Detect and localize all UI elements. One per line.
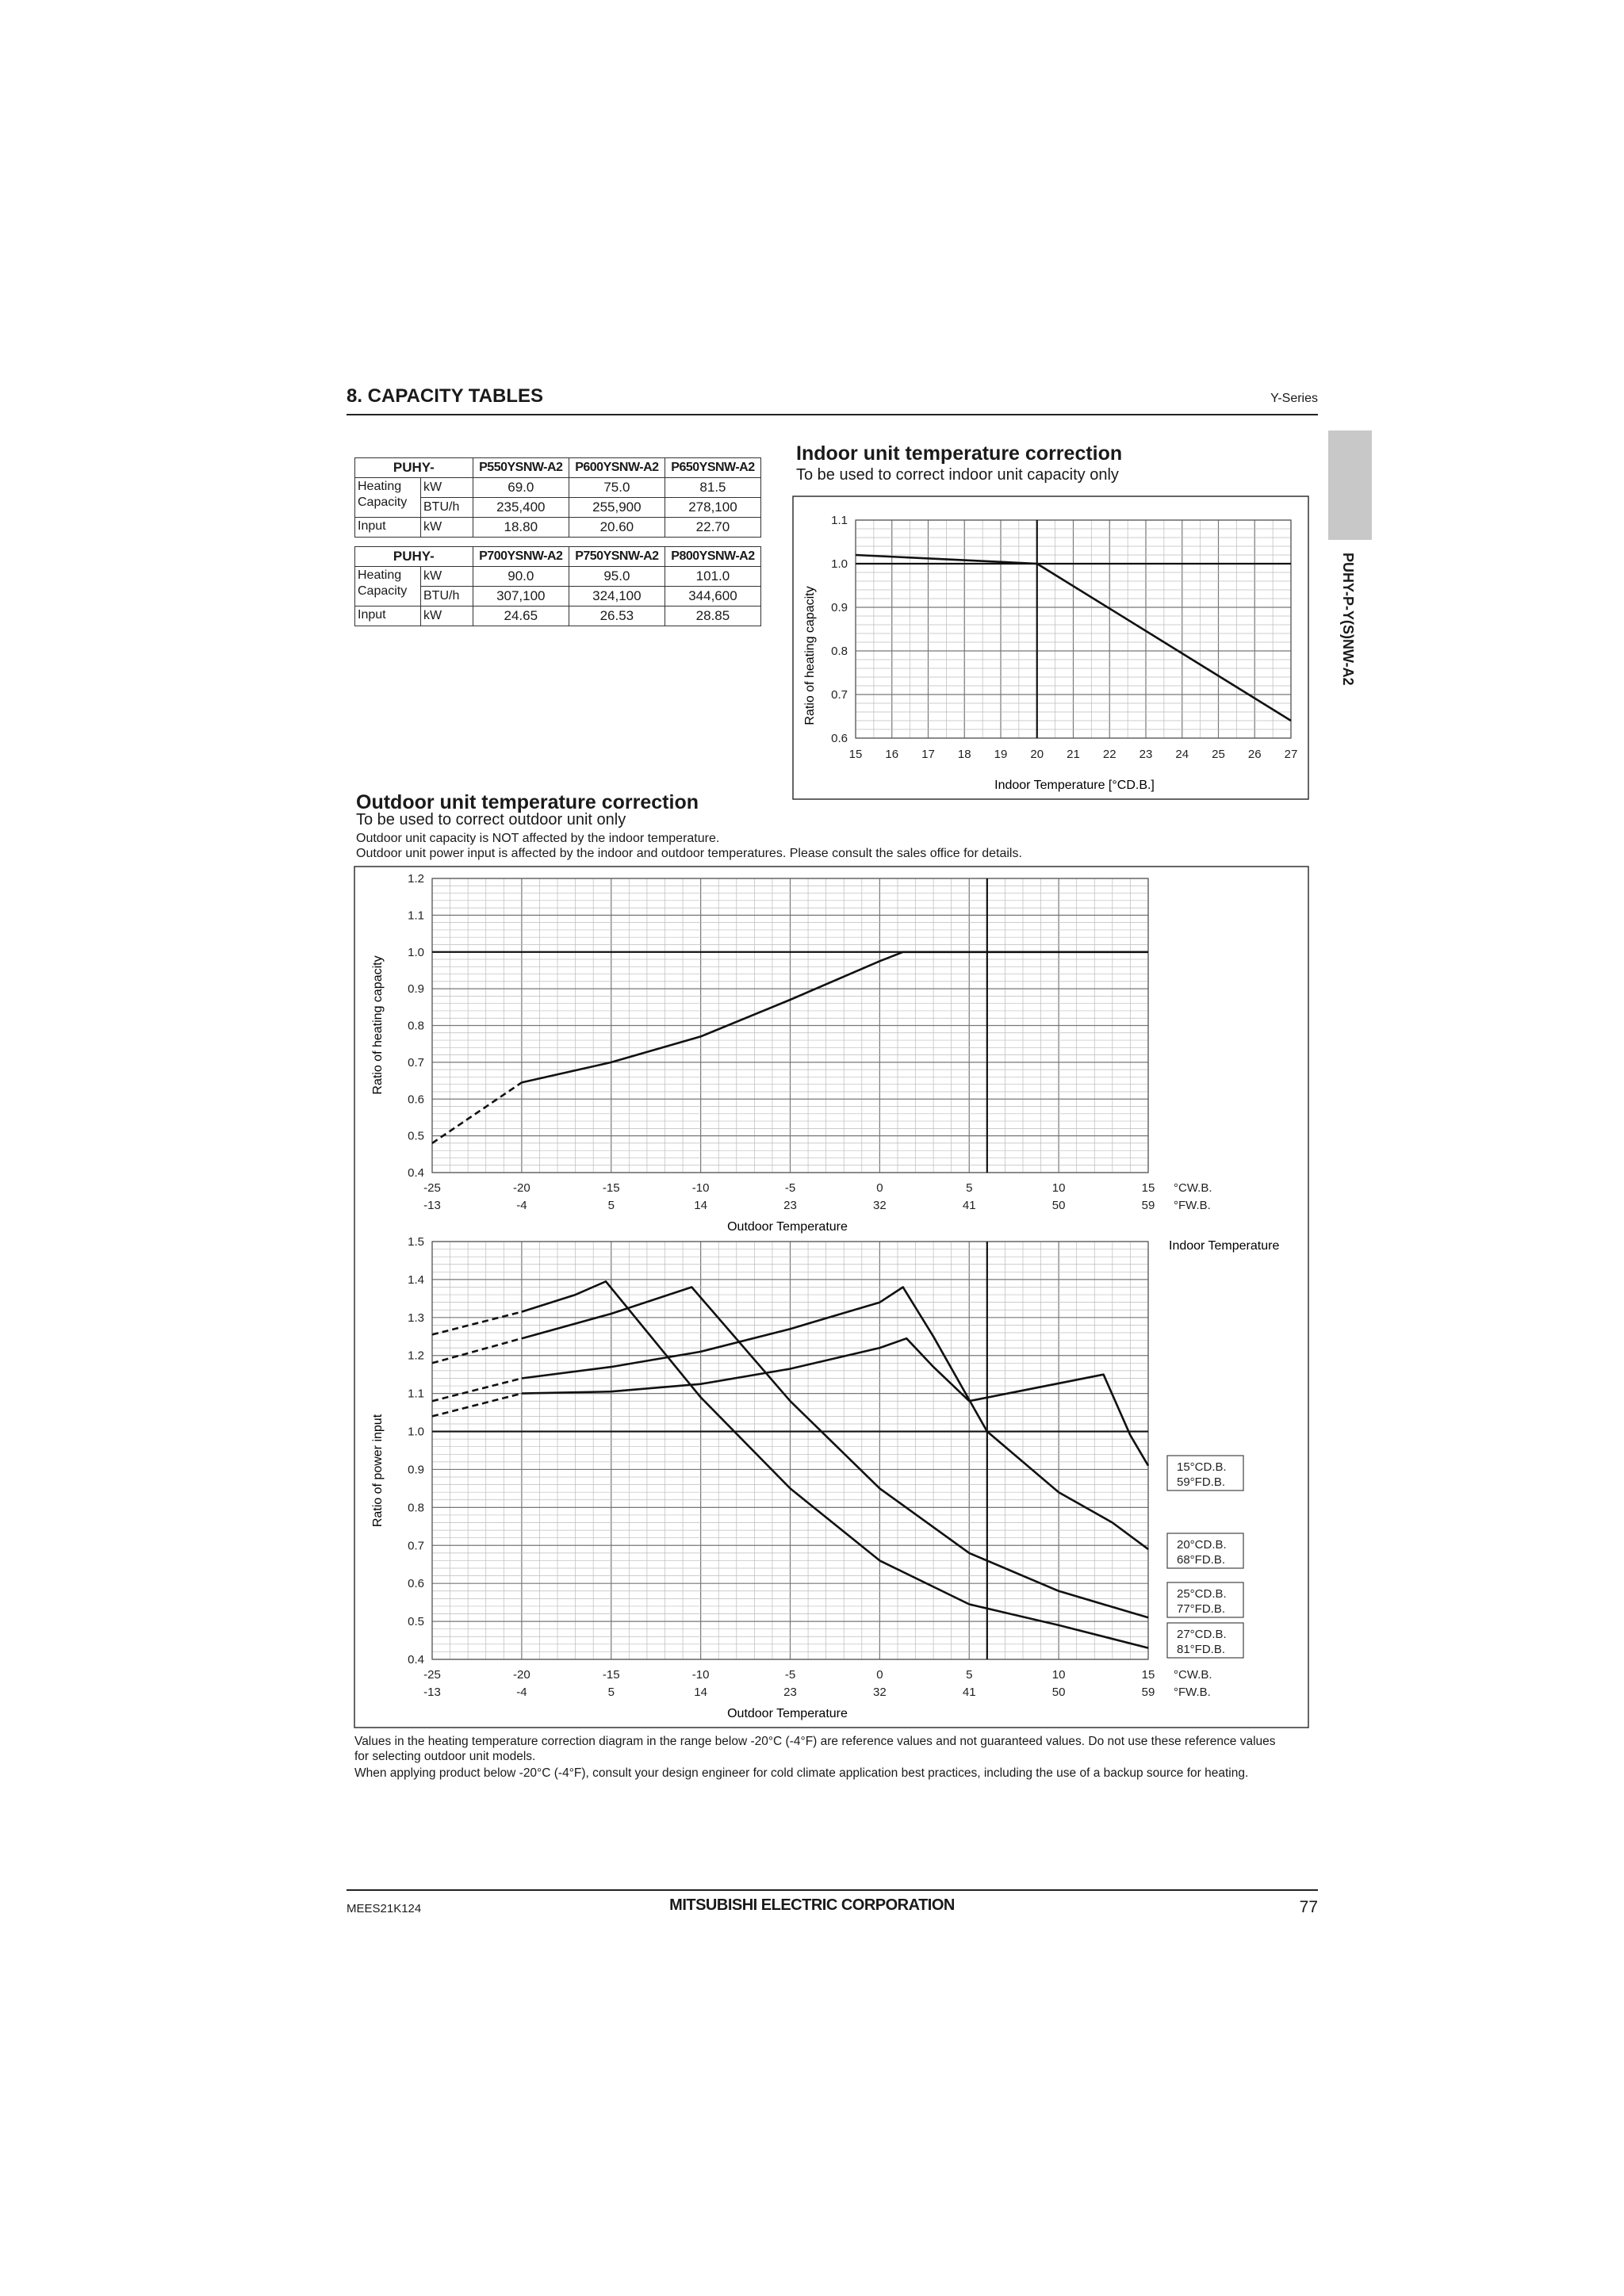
row-label: Input bbox=[355, 607, 421, 626]
x-tick-label-fwb: -13 bbox=[423, 1686, 441, 1699]
y-tick-label: 0.4 bbox=[408, 1653, 424, 1667]
x-tick-label-cwb: -20 bbox=[513, 1181, 530, 1195]
unit-cell: kW bbox=[421, 567, 473, 587]
unit-cell: BTU/h bbox=[421, 587, 473, 607]
value-cell: 20.60 bbox=[569, 518, 665, 538]
x-tick-label: 22 bbox=[1102, 748, 1116, 761]
outdoor-power-chart bbox=[408, 1235, 1212, 1699]
x-tick-label-fwb: 23 bbox=[783, 1199, 797, 1212]
y-tick-label: 1.1 bbox=[408, 1387, 424, 1401]
y-tick-label: 1.2 bbox=[408, 872, 424, 886]
y-tick-label: 1.5 bbox=[408, 1235, 424, 1249]
legend-label-f: 81°FD.B. bbox=[1177, 1643, 1226, 1656]
x-tick-label: 16 bbox=[885, 748, 899, 761]
x-tick-label-fwb: 41 bbox=[962, 1686, 976, 1699]
outdoor-note-1: Outdoor unit capacity is NOT affected by the indoor temperature. bbox=[356, 832, 720, 845]
capacity-y-axis-title: Ratio of heating capacity bbox=[371, 955, 385, 1095]
x-tick-label-fwb: 5 bbox=[607, 1199, 615, 1212]
y-tick-label: 1.1 bbox=[831, 514, 848, 527]
x-tick-label-cwb: -25 bbox=[423, 1668, 441, 1682]
y-tick-label: 0.7 bbox=[408, 1055, 424, 1070]
y-tick-label: 0.6 bbox=[408, 1093, 424, 1107]
page-number: 77 bbox=[1299, 1898, 1318, 1916]
value-cell: 26.53 bbox=[569, 607, 665, 626]
value-cell: 24.65 bbox=[473, 607, 569, 626]
table-prefix: PUHY- bbox=[355, 547, 473, 567]
x-tick-label-cwb: 15 bbox=[1141, 1668, 1155, 1682]
power-series-dashed bbox=[432, 1312, 522, 1335]
x-tick-label-fwb: 14 bbox=[694, 1199, 707, 1212]
y-tick-label: 0.5 bbox=[408, 1129, 424, 1143]
model-header: P700YSNW-A2 bbox=[473, 547, 569, 567]
unit-cell: BTU/h bbox=[421, 498, 473, 518]
x-tick-label-fwb: 50 bbox=[1051, 1686, 1066, 1699]
x-unit-fwb: °FW.B. bbox=[1174, 1686, 1211, 1699]
x-tick-label-fwb: 32 bbox=[873, 1199, 887, 1212]
x-tick-label-cwb: -15 bbox=[602, 1668, 620, 1682]
power-series-line bbox=[522, 1281, 1148, 1647]
x-tick-label-fwb: 32 bbox=[873, 1686, 887, 1699]
unit-cell: kW bbox=[421, 478, 473, 498]
model-header: P800YSNW-A2 bbox=[665, 547, 760, 567]
x-tick-label-cwb: 5 bbox=[966, 1668, 973, 1682]
value-cell: 307,100 bbox=[473, 587, 569, 607]
row-label: Heating Capacity bbox=[355, 478, 421, 518]
y-tick-label: 0.9 bbox=[408, 1463, 424, 1477]
x-tick-label-fwb: 5 bbox=[607, 1686, 615, 1699]
row-label: Input bbox=[355, 518, 421, 538]
x-tick-label-cwb: -5 bbox=[784, 1668, 796, 1682]
y-tick-label: 0.9 bbox=[408, 982, 424, 997]
table-prefix: PUHY- bbox=[355, 458, 473, 478]
x-unit-fwb: °FW.B. bbox=[1174, 1199, 1211, 1212]
x-tick-label-cwb: -20 bbox=[513, 1668, 530, 1682]
x-tick-label-fwb: -4 bbox=[516, 1199, 527, 1212]
model-header: P600YSNW-A2 bbox=[569, 458, 665, 478]
company-name: MITSUBISHI ELECTRIC CORPORATION bbox=[669, 1896, 955, 1914]
value-cell: 22.70 bbox=[665, 518, 760, 538]
outdoor-title: Outdoor unit temperature correction bbox=[356, 791, 699, 813]
x-tick-label-fwb: 59 bbox=[1141, 1199, 1155, 1212]
x-tick-label: 20 bbox=[1030, 748, 1044, 761]
legend-label-c: 20°CD.B. bbox=[1177, 1538, 1227, 1552]
x-tick-label-fwb: 59 bbox=[1141, 1686, 1155, 1699]
x-tick-label-cwb: -5 bbox=[784, 1181, 796, 1195]
x-tick-label: 23 bbox=[1139, 748, 1153, 761]
y-tick-label: 0.7 bbox=[831, 688, 848, 702]
side-tab-label: PUHY-P-Y(S)NW-A2 bbox=[1340, 553, 1356, 686]
unit-cell: kW bbox=[421, 607, 473, 626]
x-tick-label-cwb: -10 bbox=[691, 1181, 710, 1195]
y-tick-label: 0.8 bbox=[408, 1501, 424, 1515]
legend-label-c: 27°CD.B. bbox=[1177, 1628, 1227, 1641]
indoor-chart-frame bbox=[793, 496, 1308, 799]
y-tick-label: 0.4 bbox=[408, 1166, 424, 1180]
x-tick-label: 15 bbox=[848, 748, 863, 761]
value-cell: 235,400 bbox=[473, 498, 569, 518]
y-tick-label: 1.0 bbox=[831, 557, 848, 571]
model-header: P750YSNW-A2 bbox=[569, 547, 665, 567]
value-cell: 69.0 bbox=[473, 478, 569, 498]
value-cell: 28.85 bbox=[665, 607, 760, 626]
x-tick-label-cwb: -15 bbox=[602, 1181, 620, 1195]
x-tick-label-cwb: 0 bbox=[876, 1181, 883, 1195]
x-tick-label-cwb: 0 bbox=[876, 1668, 883, 1682]
legend-label-f: 59°FD.B. bbox=[1177, 1475, 1226, 1489]
y-tick-label: 1.1 bbox=[408, 909, 424, 923]
value-cell: 95.0 bbox=[569, 567, 665, 587]
indoor-subtitle: To be used to correct indoor unit capacity only bbox=[796, 466, 1119, 484]
power-series-dashed bbox=[432, 1338, 522, 1363]
x-tick-label-fwb: 50 bbox=[1051, 1199, 1066, 1212]
value-cell: 75.0 bbox=[569, 478, 665, 498]
value-cell: 324,100 bbox=[569, 587, 665, 607]
power-y-axis-title: Ratio of power input bbox=[371, 1414, 385, 1528]
x-tick-label-fwb: 14 bbox=[694, 1686, 707, 1699]
x-unit-cwb: °CW.B. bbox=[1174, 1181, 1212, 1195]
value-cell: 81.5 bbox=[665, 478, 760, 498]
y-tick-label: 0.8 bbox=[831, 645, 848, 658]
value-cell: 18.80 bbox=[473, 518, 569, 538]
x-tick-label: 19 bbox=[994, 748, 1008, 761]
x-tick-label: 25 bbox=[1212, 748, 1225, 761]
y-tick-label: 1.0 bbox=[408, 1425, 424, 1439]
capacity-series-line bbox=[522, 952, 1148, 1083]
legend bbox=[1167, 1456, 1243, 1658]
y-tick-label: 0.5 bbox=[408, 1615, 424, 1629]
value-cell: 101.0 bbox=[665, 567, 760, 587]
x-tick-label: 27 bbox=[1284, 748, 1298, 761]
y-tick-label: 1.0 bbox=[408, 945, 424, 959]
row-label: Heating Capacity bbox=[355, 567, 421, 607]
value-cell: 278,100 bbox=[665, 498, 760, 518]
disclaimer-line-3: When applying product below -20°C (-4°F), consult your design engineer for cold climate application best practices, including the use of a backup source for heating. bbox=[354, 1766, 1249, 1780]
value-cell: 90.0 bbox=[473, 567, 569, 587]
outdoor-capacity-chart bbox=[408, 872, 1212, 1212]
footer-rule bbox=[347, 1889, 1318, 1891]
unit-cell: kW bbox=[421, 518, 473, 538]
x-tick-label: 18 bbox=[957, 748, 971, 761]
series-label: Y-Series bbox=[1270, 392, 1318, 405]
disclaimer-line-2: for selecting outdoor unit models. bbox=[354, 1750, 536, 1763]
x-tick-label-cwb: 10 bbox=[1051, 1181, 1066, 1195]
y-tick-label: 0.9 bbox=[831, 601, 848, 614]
x-tick-label-cwb: 10 bbox=[1051, 1668, 1066, 1682]
power-series-line bbox=[522, 1288, 1148, 1550]
indoor-x-axis-title: Indoor Temperature [°CD.B.] bbox=[994, 779, 1155, 792]
x-tick-label-fwb: 41 bbox=[962, 1199, 976, 1212]
x-tick-label-cwb: -10 bbox=[691, 1668, 710, 1682]
disclaimer-line-1: Values in the heating temperature correction diagram in the range below -20°C (-4°F) are reference values and not guaranteed values. Do not use these reference values bbox=[354, 1735, 1276, 1748]
model-header: P650YSNW-A2 bbox=[665, 458, 760, 478]
legend-label-f: 68°FD.B. bbox=[1177, 1553, 1226, 1567]
outdoor-subtitle: To be used to correct outdoor unit only bbox=[356, 811, 626, 828]
y-tick-label: 0.6 bbox=[831, 732, 848, 745]
y-tick-label: 1.4 bbox=[408, 1272, 424, 1287]
legend-label-f: 77°FD.B. bbox=[1177, 1602, 1226, 1616]
value-cell: 255,900 bbox=[569, 498, 665, 518]
x-tick-label: 21 bbox=[1067, 748, 1080, 761]
x-tick-label: 17 bbox=[921, 748, 935, 761]
legend-title: Indoor Temperature bbox=[1169, 1239, 1280, 1253]
x-tick-label-cwb: 15 bbox=[1141, 1181, 1155, 1195]
indoor-title: Indoor unit temperature correction bbox=[796, 442, 1123, 465]
y-tick-label: 1.2 bbox=[408, 1349, 424, 1363]
model-header: P550YSNW-A2 bbox=[473, 458, 569, 478]
x-tick-label: 24 bbox=[1175, 748, 1189, 761]
capacity-x-axis-title: Outdoor Temperature bbox=[727, 1220, 848, 1234]
section-title: 8. CAPACITY TABLES bbox=[347, 385, 544, 407]
legend-label-c: 25°CD.B. bbox=[1177, 1587, 1227, 1601]
indoor-chart bbox=[831, 514, 1297, 761]
x-tick-label-fwb: -4 bbox=[516, 1686, 527, 1699]
value-cell: 344,600 bbox=[665, 587, 760, 607]
x-tick-label-fwb: -13 bbox=[423, 1199, 441, 1212]
outdoor-note-2: Outdoor unit power input is affected by the indoor and outdoor temperatures. Please consult the sales office for details. bbox=[356, 847, 1022, 860]
y-tick-label: 1.3 bbox=[408, 1311, 424, 1325]
legend-label-c: 15°CD.B. bbox=[1177, 1460, 1227, 1474]
x-tick-label-cwb: 5 bbox=[966, 1181, 973, 1195]
y-tick-label: 0.7 bbox=[408, 1539, 424, 1553]
x-tick-label: 26 bbox=[1247, 748, 1262, 761]
x-tick-label-cwb: -25 bbox=[423, 1181, 441, 1195]
power-x-axis-title: Outdoor Temperature bbox=[727, 1707, 848, 1720]
doc-code: MEES21K124 bbox=[347, 1902, 422, 1915]
y-tick-label: 0.8 bbox=[408, 1019, 424, 1033]
x-unit-cwb: °CW.B. bbox=[1174, 1668, 1212, 1682]
x-tick-label-fwb: 23 bbox=[783, 1686, 797, 1699]
y-tick-label: 0.6 bbox=[408, 1577, 424, 1591]
indoor-y-axis-title: Ratio of heating capacity bbox=[803, 586, 817, 725]
